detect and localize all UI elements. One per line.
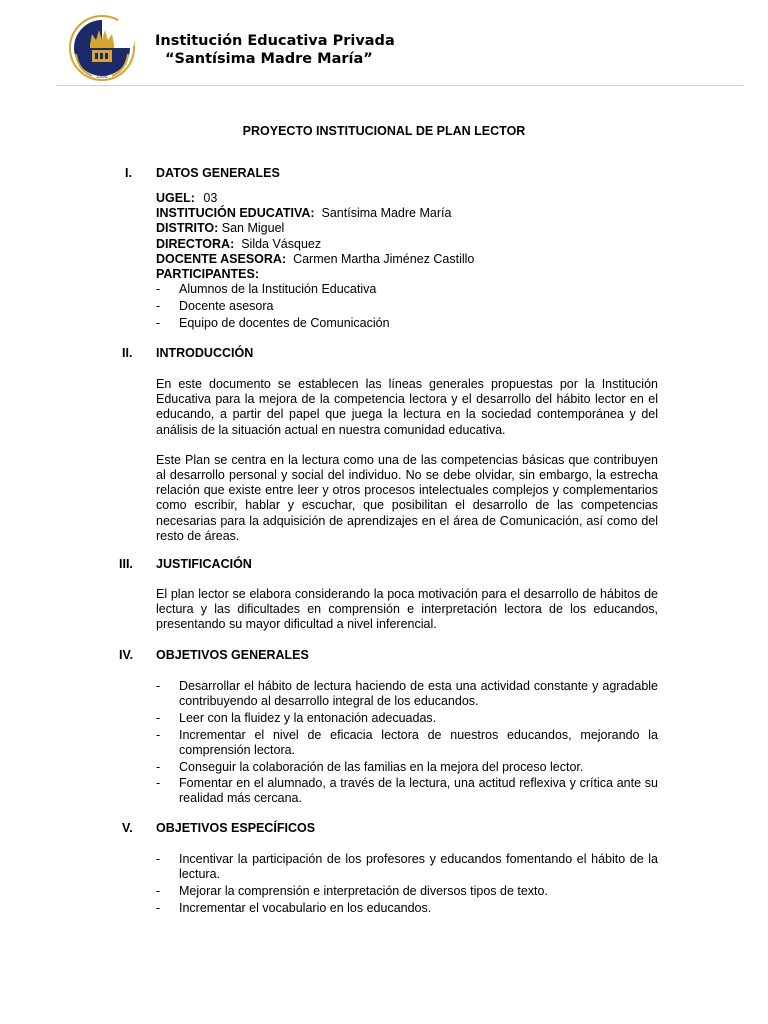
introduction-body	[156, 377, 658, 544]
justification-body	[156, 587, 658, 633]
justification-paragraph: El plan lector se elabora considerando la poca motivación para el desarrollo de hábitos de lectura y las dificultades en comprensión e interpretación lectora de los educandos, presentando su mayor dificultad a nivel inferencial.	[156, 587, 658, 632]
document-title: PROYECTO INSTITUCIONAL DE PLAN LECTOR	[242, 124, 526, 138]
list-item: - Incrementar el vocabulario en los educandos.	[156, 900, 432, 915]
specific-objectives-list	[156, 852, 658, 916]
section-4-heading: OBJETIVOS GENERALES	[156, 648, 309, 662]
advisor-value: Carmen Martha Jiménez Castillo	[293, 251, 475, 266]
list-item: - Incentivar la participación de los profesores y educandos fomentando el hábito de la lectura.	[156, 852, 658, 882]
list-item: - Incrementar el nivel de eficacia lectora de nuestros educandos, mejorando la comprensión lectora.	[156, 727, 658, 757]
general-objectives-list	[156, 679, 658, 807]
participants-label: PARTICIPANTES:	[156, 266, 260, 281]
school-name-line1: Institución Educativa Privada	[155, 33, 395, 49]
header-divider	[57, 85, 743, 86]
institution-label: INSTITUCIÓN EDUCATIVA:	[156, 206, 315, 221]
svg-text:1990: 1990	[96, 74, 108, 80]
section-1-heading: DATOS GENERALES	[156, 166, 280, 180]
page-header	[0, 0, 768, 90]
ugel-label: UGEL:	[156, 191, 195, 205]
general-data-block	[156, 191, 658, 331]
list-item: - Mejorar la comprensión e interpretación de diversos tipos de texto.	[156, 883, 548, 898]
section-2-heading: INTRODUCCIÓN	[156, 346, 254, 360]
district-value: San Miguel	[221, 221, 285, 236]
list-item: - Fomentar en el alumnado, a través de la lectura, una actitud reflexiva y crítica ante su realidad más cercana.	[156, 776, 658, 806]
ugel-field	[156, 191, 658, 206]
district-field	[156, 221, 658, 236]
advisor-field	[156, 252, 658, 267]
district-label: DISTRITO:	[156, 221, 219, 236]
ugel-value: 03	[203, 191, 218, 205]
introduction-paragraph-1: En este documento se establecen las líneas generales propuestas por la Institución Educativa para la mejora de la competencia lectora y el desarrollo del hábito lector en el educando, a partir del papel que juega la lectura en la sociedad contemporánea y del análisis de la situación actual en nuestra comunidad educativa.	[156, 377, 658, 437]
list-item: - Desarrollar el hábito de lectura haciendo de esta una actividad constante y agradable contribuyendo al desarrollo integral de los educandos.	[156, 679, 658, 709]
section-5-heading: OBJETIVOS ESPECÍFICOS	[156, 821, 316, 835]
specific-objectives	[156, 852, 658, 917]
list-item: - Equipo de docentes de Comunicación	[156, 315, 390, 330]
section-3-number: III.	[119, 557, 133, 571]
school-crest-logo	[68, 14, 136, 82]
advisor-label: DOCENTE ASESORA:	[156, 251, 287, 266]
director-value: Silda Vásquez	[241, 236, 322, 251]
school-name-line2: “Santísima Madre María”	[165, 51, 373, 67]
section-3-heading: JUSTIFICACIÓN	[156, 557, 252, 571]
list-item: - Docente asesora	[156, 298, 274, 313]
institution-field	[156, 206, 658, 221]
general-objectives	[156, 679, 658, 808]
participants-list	[156, 282, 658, 331]
director-label: DIRECTORA:	[156, 236, 235, 251]
institution-value: Santísima Madre María	[321, 206, 452, 221]
participants-field	[156, 267, 658, 282]
section-4-number: IV.	[119, 648, 134, 662]
section-5-number: V.	[122, 821, 133, 835]
section-2-number: II.	[122, 346, 133, 360]
list-item: - Conseguir la colaboración de las familias en la mejora del proceso lector.	[156, 759, 584, 774]
introduction-paragraph-2: Este Plan se centra en la lectura como una de las competencias básicas que contribuyen al desarrollo personal y social del individuo. No se debe olvidar, sin embargo, la estrecha relación que existe entre leer y otros procesos intelectuales complejos y complementarios como escribir, hablar y escuchar, que posibilitan el desarrollo de las competencias necesarias para la adquisición de aprendizajes en el área de Comunicación, así como del resto de áreas.	[156, 452, 658, 543]
director-field	[156, 237, 658, 252]
section-1-number: I.	[125, 166, 132, 180]
list-item: - Alumnos de la Institución Educativa	[156, 282, 377, 297]
list-item: - Leer con la fluidez y la entonación adecuadas.	[156, 710, 437, 725]
